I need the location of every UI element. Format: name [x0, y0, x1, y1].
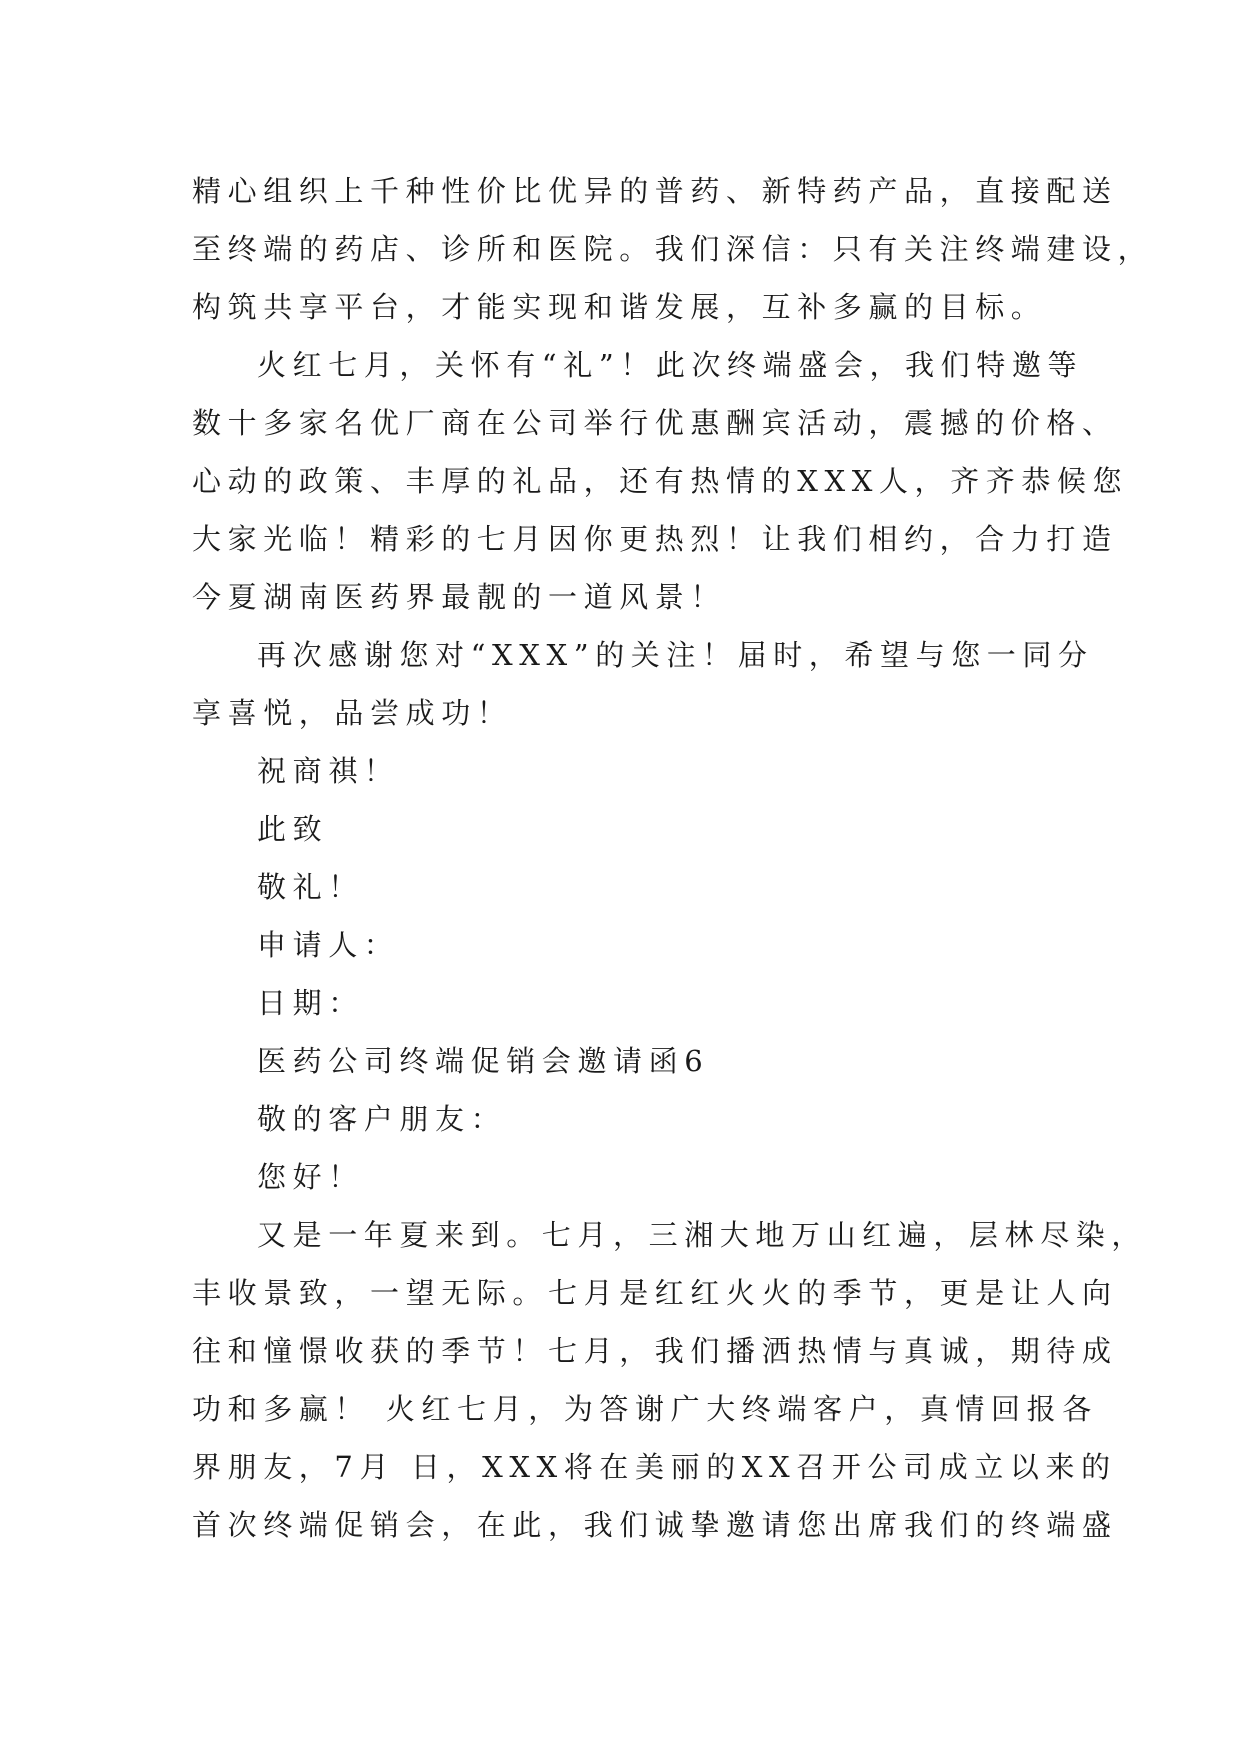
paragraph-line: 火红七月，关怀有“礼”！此次终端盛会，我们特邀等: [257, 348, 1084, 382]
paragraph-line: 首次终端促销会，在此，我们诚挚邀请您出席我们的终端盛: [192, 1508, 1118, 1542]
closing-respect-line-1: 此致: [257, 812, 329, 846]
salutation: 敬的客户朋友：: [257, 1102, 507, 1136]
paragraph-line: 精心组织上千种性价比优异的普药、新特药产品，直接配送: [192, 174, 1118, 208]
applicant-label: 申请人：: [257, 928, 400, 962]
paragraph-line: 心动的政策、丰厚的礼品，还有热情的XXX人，齐齐恭候您: [192, 464, 1129, 498]
closing-respect-line-2: 敬礼！: [257, 870, 364, 904]
paragraph-line: 往和憧憬收获的季节！七月，我们播洒热情与真诚，期待成: [192, 1334, 1118, 1368]
paragraph-line: 大家光临！精彩的七月因你更热烈！让我们相约，合力打造: [192, 522, 1118, 556]
paragraph-line: 享喜悦，品尝成功！: [192, 696, 513, 730]
date-label: 日期：: [257, 986, 364, 1020]
closing-wish: 祝商祺！: [257, 754, 400, 788]
paragraph-line: 界朋友，7月 日，XXX将在美丽的XX召开公司成立以来的: [192, 1450, 1117, 1484]
paragraph-line: 丰收景致，一望无际。七月是红红火火的季节，更是让人向: [192, 1276, 1118, 1310]
document-body: [192, 162, 1154, 1554]
paragraph-line: 至终端的药店、诊所和医院。我们深信：只有关注终端建设，: [192, 232, 1154, 266]
paragraph-line: 构筑共享平台，才能实现和谐发展，互补多赢的目标。: [192, 290, 1047, 324]
paragraph-line: 功和多赢！ 火红七月，为答谢广大终端客户，真情回报各: [192, 1392, 1098, 1426]
greeting: 您好！: [257, 1160, 364, 1194]
paragraph-line: 又是一年夏来到。七月，三湘大地万山红遍，层林尽染，: [257, 1218, 1148, 1252]
paragraph-line: 再次感谢您对“XXX”的关注！届时，希望与您一同分: [257, 638, 1094, 672]
section-title: 医药公司终端促销会邀请函6: [257, 1044, 710, 1078]
paragraph-line: 今夏湖南医药界最靓的一道风景！: [192, 580, 727, 614]
paragraph-line: 数十多家名优厂商在公司举行优惠酬宾活动，震撼的价格、: [192, 406, 1118, 440]
